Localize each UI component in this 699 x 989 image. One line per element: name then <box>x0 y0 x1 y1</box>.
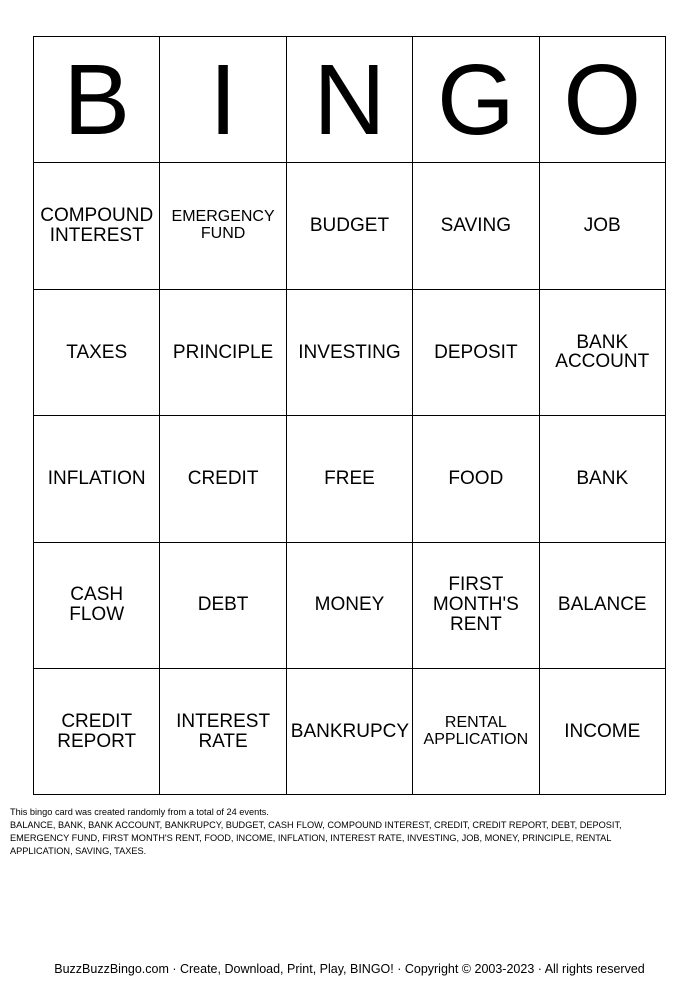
bingo-cell: DEPOSIT <box>413 289 539 415</box>
bingo-cell: BANKRUPCY <box>286 668 412 794</box>
bingo-cell: DEBT <box>160 542 286 668</box>
bingo-cell: BALANCE <box>539 542 665 668</box>
bingo-cell: MONEY <box>286 542 412 668</box>
bingo-cell: JOB <box>539 163 665 289</box>
bingo-cell: BANK ACCOUNT <box>539 289 665 415</box>
bingo-cell: COMPOUND INTEREST <box>34 163 160 289</box>
bingo-cell: INTEREST RATE <box>160 668 286 794</box>
bingo-cell: PRINCIPLE <box>160 289 286 415</box>
bingo-cell: FREE <box>286 416 412 542</box>
bingo-cell: BANK <box>539 416 665 542</box>
bingo-cell: RENTAL APPLICATION <box>413 668 539 794</box>
bingo-cell: BUDGET <box>286 163 412 289</box>
bingo-cell: FOOD <box>413 416 539 542</box>
bingo-header-row <box>34 37 666 163</box>
bingo-row-5 <box>34 668 666 794</box>
card-note <box>10 806 670 858</box>
bingo-row-3 <box>34 416 666 542</box>
card-note-word-list: BALANCE, BANK, BANK ACCOUNT, BANKRUPCY, BUDGET, CASH FLOW, COMPOUND INTEREST, CREDIT, CREDIT REPORT, DEBT, DEPOSIT, EMERGENCY FUND, FIRST MONTH'S RENT, FOOD, INCOME, INFLATION, INTEREST RATE, INVESTING, JOB, MONEY, PRINCIPLE, RENTAL APPLICATION, SAVING, TAXES. <box>10 820 622 856</box>
bingo-cell: TAXES <box>34 289 160 415</box>
bingo-cell: CASH FLOW <box>34 542 160 668</box>
header-letter-o: O <box>539 37 665 163</box>
bingo-cell: INFLATION <box>34 416 160 542</box>
header-letter-g: G <box>413 37 539 163</box>
site-footer: BuzzBuzzBingo.com · Create, Download, Print, Play, BINGO! · Copyright © 2003-2023 · All rights reserved <box>54 962 645 976</box>
header-letter-n: N <box>286 37 412 163</box>
bingo-card <box>33 36 666 795</box>
bingo-cell: INVESTING <box>286 289 412 415</box>
bingo-row-4 <box>34 542 666 668</box>
bingo-cell: SAVING <box>413 163 539 289</box>
header-letter-b: B <box>34 37 160 163</box>
bingo-cell: CREDIT REPORT <box>34 668 160 794</box>
header-letter-i: I <box>160 37 286 163</box>
bingo-cell: EMERGENCY FUND <box>160 163 286 289</box>
bingo-cell: FIRST MONTH'S RENT <box>413 542 539 668</box>
bingo-row-2 <box>34 289 666 415</box>
bingo-row-1 <box>34 163 666 289</box>
bingo-cell: INCOME <box>539 668 665 794</box>
card-note-summary: This bingo card was created randomly from a total of 24 events. <box>10 807 269 817</box>
bingo-cell: CREDIT <box>160 416 286 542</box>
